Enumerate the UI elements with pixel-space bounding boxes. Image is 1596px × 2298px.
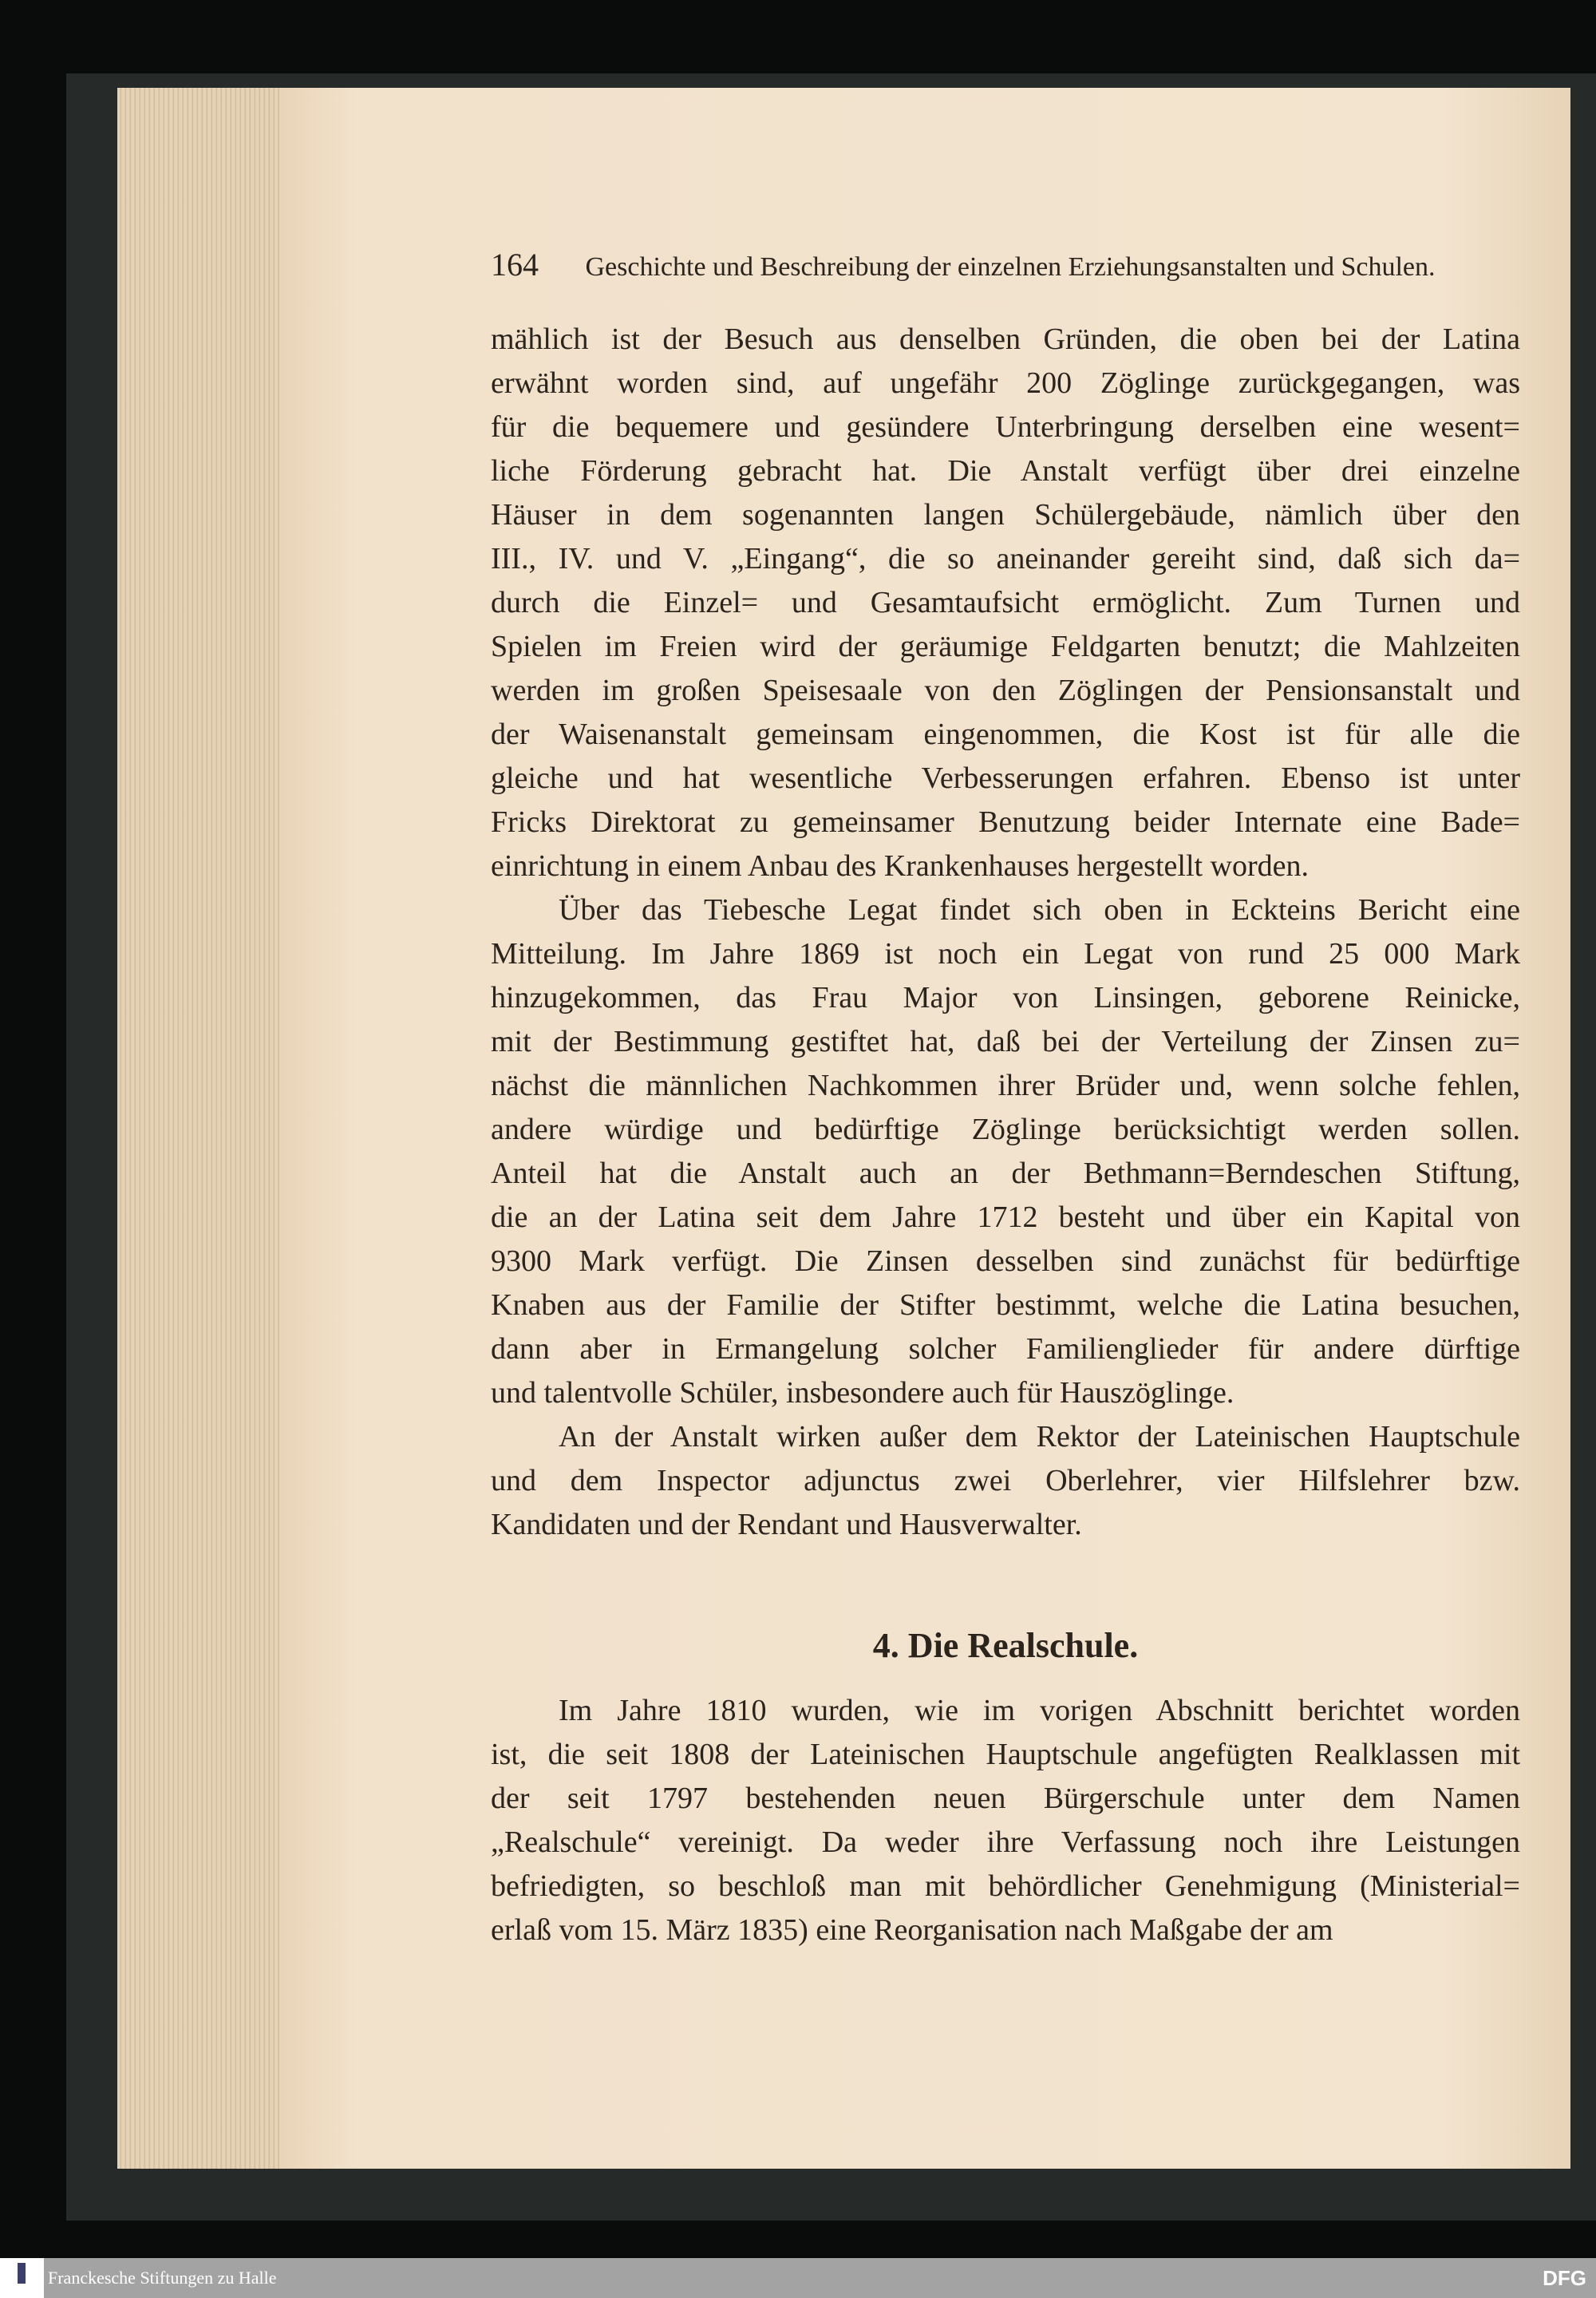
text-line: mählich ist der Besuch aus denselben Gründen, die oben bei der Latina	[491, 322, 1520, 356]
text-line: für die bequemere und gesündere Unterbringung derselben eine wesent=	[491, 410, 1520, 444]
text-line: nächst die männlichen Nachkommen ihrer Brüder und, wenn solche fehlen,	[491, 1069, 1520, 1102]
text-line: Kandidaten und der Rendant und Hausverwalter.	[491, 1508, 1082, 1541]
text-line: 9300 Mark verfügt. Die Zinsen desselben sind zunächst für bedürftige	[491, 1244, 1520, 1278]
running-title: Geschichte und Beschreibung der einzelnen Erziehungsanstalten und Schulen.	[585, 252, 1436, 282]
text-line: durch die Einzel= und Gesamtaufsicht ermöglicht. Zum Turnen und	[491, 586, 1520, 619]
text-line: Knaben aus der Familie der Stifter bestimmt, welche die Latina besuchen,	[491, 1288, 1520, 1322]
text-line: Über das Tiebesche Legat findet sich oben in Eckteins Bericht eine	[559, 893, 1520, 927]
text-line: „Realschule“ vereinigt. Da weder ihre Verfassung noch ihre Leistungen	[491, 1825, 1520, 1859]
running-header	[491, 246, 1520, 283]
text-line: Fricks Direktorat zu gemeinsamer Benutzung beider Internate eine Bade=	[491, 805, 1520, 839]
page-stack-edge	[117, 88, 281, 2169]
text-line: werden im großen Speisesaale von den Zöglingen der Pensionsanstalt und	[491, 674, 1520, 707]
text-line: gleiche und hat wesentliche Verbesserungen erfahren. Ebenso ist unter	[491, 761, 1520, 795]
text-line: dann aber in Ermangelung solcher Familienglieder für andere dürftige	[491, 1332, 1520, 1366]
text-line: ist, die seit 1808 der Lateinischen Hauptschule angefügten Realklassen mit	[491, 1738, 1520, 1771]
logo-mark-icon	[18, 2263, 26, 2284]
text-line: die an der Latina seit dem Jahre 1712 besteht und über ein Kapital von	[491, 1200, 1520, 1234]
text-line: und talentvolle Schüler, insbesondere auch für Hauszöglinge.	[491, 1376, 1235, 1410]
text-line: befriedigten, so beschloß man mit behördlicher Genehmigung (Ministerial=	[491, 1869, 1520, 1903]
footer-bar	[0, 2258, 1596, 2298]
text-line: Im Jahre 1810 wurden, wie im vorigen Abschnitt berichtet worden	[559, 1694, 1520, 1727]
text-line: III., IV. und V. „Eingang“, die so aneinander gereiht sind, daß sich da=	[491, 542, 1520, 575]
text-line: liche Förderung gebracht hat. Die Anstalt verfügt über drei einzelne	[491, 454, 1520, 488]
text-line: Spielen im Freien wird der geräumige Feldgarten benutzt; die Mahlzeiten	[491, 630, 1520, 663]
text-line: der Waisenanstalt gemeinsam eingenommen, die Kost ist für alle die	[491, 718, 1520, 751]
text-line: Mitteilung. Im Jahre 1869 ist noch ein Legat von rund 25 000 Mark	[491, 937, 1520, 971]
text-line: hinzugekommen, das Frau Major von Linsingen, geborene Reinicke,	[491, 981, 1520, 1015]
section-heading: 4. Die Realschule.	[872, 1626, 1139, 1665]
text-line: An der Anstalt wirken außer dem Rektor der Lateinischen Hauptschule	[559, 1420, 1520, 1454]
text-line: Häuser in dem sogenannten langen Schülergebäude, nämlich über den	[491, 498, 1520, 532]
institution-name[interactable]: Franckesche Stiftungen zu Halle	[48, 2268, 277, 2288]
text-line: erwähnt worden sind, auf ungefähr 200 Zöglinge zurückgegangen, was	[491, 366, 1520, 400]
text-line: Anteil hat die Anstalt auch an der Bethmann=Berndeschen Stiftung,	[491, 1157, 1520, 1190]
text-line: einrichtung in einem Anbau des Krankenhauses hergestellt worden.	[491, 849, 1310, 883]
text-line: andere würdige und bedürftige Zöglinge berücksichtigt werden sollen.	[491, 1113, 1520, 1146]
institution-logo	[0, 2258, 44, 2298]
text-line: der seit 1797 bestehenden neuen Bürgerschule unter dem Namen	[491, 1782, 1520, 1815]
dfg-logo: DFG	[1543, 2266, 1586, 2290]
page-number: 164	[491, 247, 539, 283]
text-line: und dem Inspector adjunctus zwei Oberlehrer, vier Hilfslehrer bzw.	[491, 1464, 1520, 1497]
text-line: mit der Bestimmung gestiftet hat, daß bei der Verteilung der Zinsen zu=	[491, 1025, 1520, 1058]
text-line: erlaß vom 15. März 1835) eine Reorganisation nach Maßgabe der am	[491, 1913, 1333, 1947]
